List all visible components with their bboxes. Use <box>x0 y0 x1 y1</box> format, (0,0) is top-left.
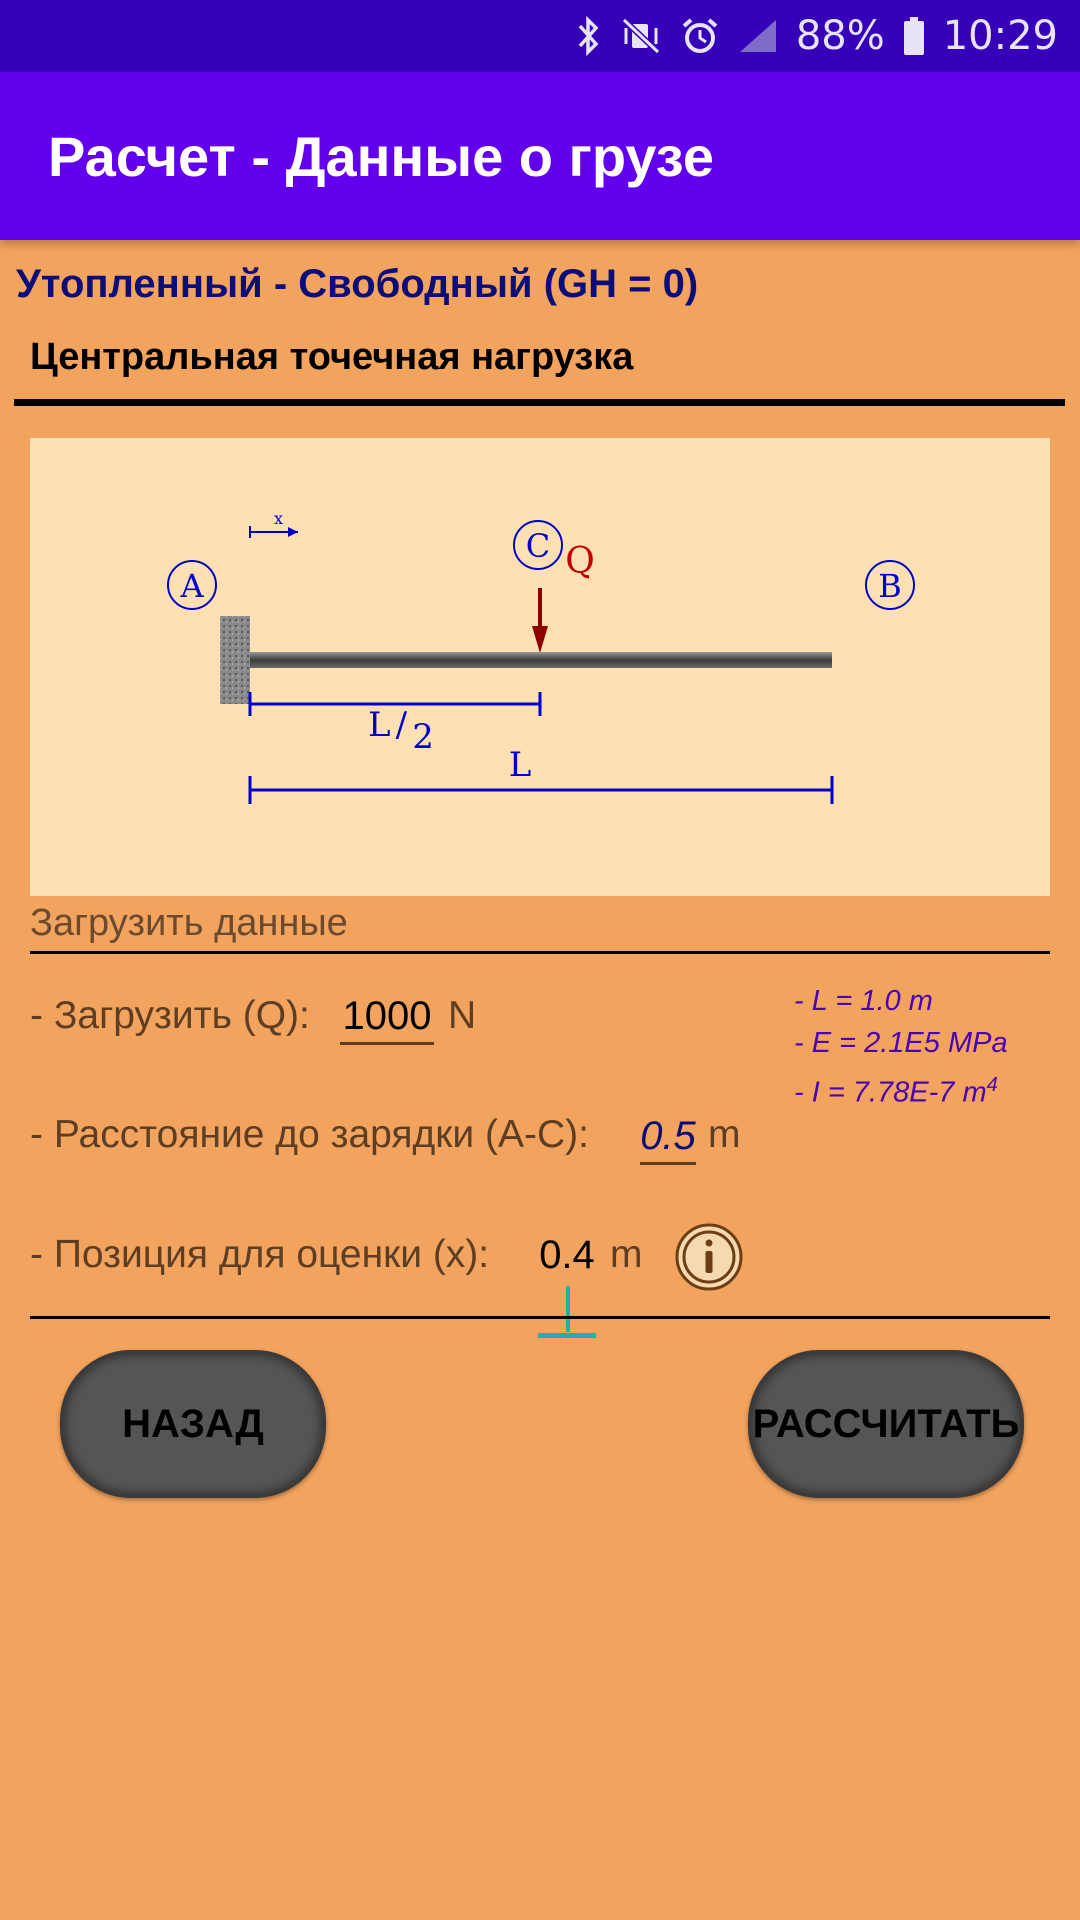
fixed-support-wall <box>220 616 250 704</box>
length-label: L <box>508 745 532 785</box>
app-bar <box>0 72 1080 240</box>
text-caret <box>566 1286 570 1332</box>
battery-percent: 88% <box>795 13 885 59</box>
load-data-section-title: Загрузить данные <box>30 902 348 944</box>
param-length: - L = 1.0 m <box>794 985 933 1017</box>
load-label: - Загрузить (Q): <box>30 994 310 1037</box>
beam-diagram <box>30 438 1050 896</box>
load-unit: N <box>448 994 477 1037</box>
beam-diagram-svg <box>30 438 1050 896</box>
param-modulus: - E = 2.1E5 MPa <box>794 1027 1008 1059</box>
divider <box>30 951 1050 954</box>
load-q-label: Q <box>565 541 595 582</box>
point-a-label: A <box>180 567 204 605</box>
point-c-label: C <box>525 527 551 565</box>
x-axis-label: x <box>274 509 284 528</box>
vibrate-mute-icon <box>620 16 662 56</box>
position-input[interactable]: 0.4 <box>538 1229 596 1338</box>
distance-label: - Расстояние до зарядки (A-C): <box>30 1113 589 1156</box>
beam <box>250 652 832 668</box>
divider <box>14 399 1065 406</box>
position-label: - Позиция для оценки (x): <box>30 1233 490 1276</box>
status-bar <box>0 0 1080 72</box>
distance-input[interactable]: 0.5 <box>640 1110 696 1165</box>
signal-icon <box>738 18 778 54</box>
position-unit: m <box>610 1233 643 1276</box>
load-type-title: Центральная точечная нагрузка <box>30 336 634 378</box>
bluetooth-icon <box>576 16 602 56</box>
info-icon[interactable] <box>674 1222 744 1292</box>
clock: 10:29 <box>942 13 1058 59</box>
calculate-button[interactable]: РАССЧИТАТЬ <box>748 1350 1024 1498</box>
page-title: Расчет - Данные о грузе <box>48 125 714 188</box>
support-type-title: Утопленный - Свободный (GH = 0) <box>16 262 699 306</box>
point-b-label: B <box>878 567 902 605</box>
back-button[interactable]: НАЗАД <box>60 1350 326 1498</box>
param-inertia: - I = 7.78E-7 $m^4$ <box>794 1074 998 1109</box>
distance-unit: m <box>708 1113 741 1156</box>
alarm-icon <box>680 16 720 56</box>
load-input[interactable]: 1000 <box>340 990 434 1045</box>
divider <box>30 1316 1050 1319</box>
battery-icon <box>903 17 925 55</box>
half-length-label: L / 2 <box>368 705 434 757</box>
beam-parameters <box>794 980 1008 1114</box>
